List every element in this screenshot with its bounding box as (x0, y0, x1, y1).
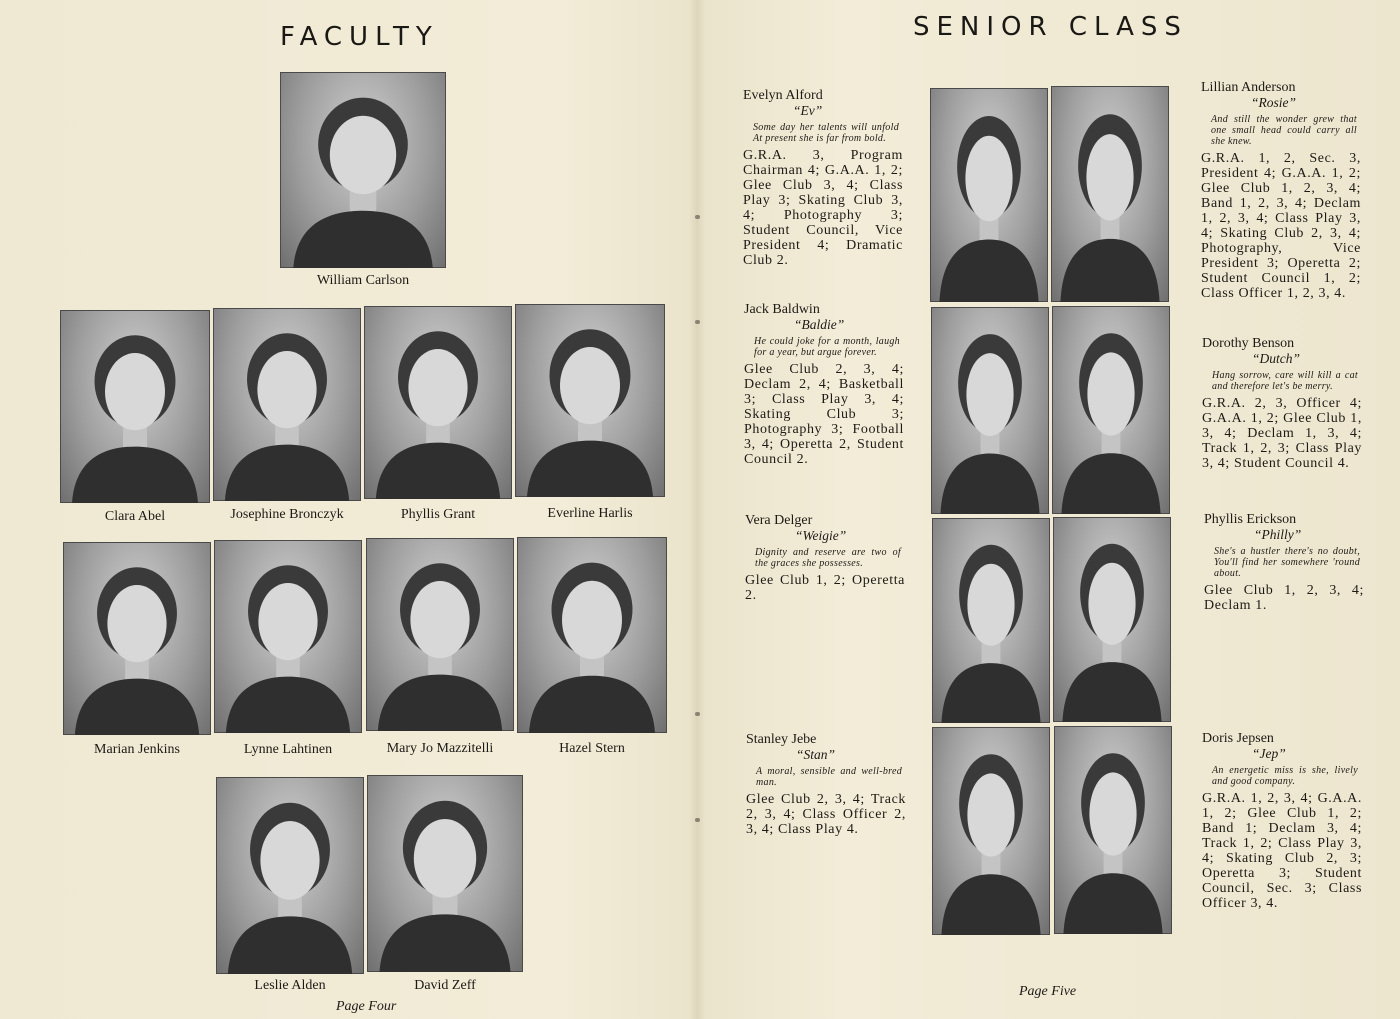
faculty-name: Clara Abel (104, 509, 166, 524)
faculty-name: Everline Harlis (547, 506, 633, 521)
portrait-silhouette (515, 304, 665, 497)
senior-quote: Dignity and reserve are two of the graces she possesses. (755, 547, 901, 569)
senior-quote: Hang sorrow, care will kill a cat and therefore let's be merry. (1212, 370, 1358, 392)
faculty-name: Phyllis Grant (400, 507, 476, 522)
portrait-photo (1053, 517, 1171, 722)
senior-activities: G.R.A. 3, Program Chairman 4; G.A.A. 1, 2; Glee Club 3, 4; Class Play 3; Skating Club 3, 4; Photography 3; Student Council, Vice President 4; Dramatic Club 2. (743, 148, 903, 268)
portrait-photo (932, 518, 1050, 723)
page-number: Page Five (1019, 984, 1077, 999)
portrait-photo (364, 306, 512, 499)
portrait-silhouette (364, 306, 512, 499)
faculty-name: William Carlson (316, 273, 410, 288)
portrait-photo (1051, 86, 1169, 302)
senior-name: Vera Delger (745, 513, 813, 528)
portrait-silhouette (932, 727, 1050, 935)
portrait-silhouette (1051, 86, 1169, 302)
portrait-silhouette (932, 518, 1050, 723)
portrait-silhouette (214, 540, 362, 733)
senior-name: Phyllis Erickson (1204, 512, 1297, 527)
senior-name: Stanley Jebe (746, 732, 817, 747)
senior-activities: Glee Club 2, 3, 4; Declam 2, 4; Basketball 3; Class Play 3, 4; Skating Club 3; Photography 3; Football 3, 4; Operetta 2, Student Council 2. (744, 362, 904, 467)
faculty-name: Mary Jo Mazzitelli (386, 741, 494, 756)
senior-entry (1201, 80, 1361, 301)
senior-quote: A moral, sensible and well-bred man. (756, 766, 902, 788)
portrait-silhouette (517, 537, 667, 733)
faculty-name: Josephine Bronczyk (230, 507, 344, 522)
faculty-name: Leslie Alden (254, 978, 326, 993)
senior-nickname: “Rosie” (1251, 95, 1297, 110)
senior-name: Dorothy Benson (1202, 336, 1295, 351)
portrait-silhouette (60, 310, 210, 503)
senior-class-heading: SENIOR CLASS (913, 12, 1188, 42)
senior-nickname: “Weigie” (795, 528, 847, 543)
portrait-silhouette (931, 307, 1049, 514)
portrait-silhouette (367, 775, 523, 972)
portrait-silhouette (63, 542, 211, 735)
portrait-photo (63, 542, 211, 735)
senior-activities: G.R.A. 2, 3, Officer 4; G.A.A. 1, 2; Glee Club 1, 3, 4; Declam 1, 3, 4; Track 1, 2, 3; Class Play 3, 4; Student Council 4. (1202, 396, 1362, 471)
senior-activities: Glee Club 2, 3, 4; Track 2, 3, 4; Class Officer 2, 3, 4; Class Play 4. (746, 792, 906, 837)
portrait-photo (515, 304, 665, 497)
portrait-silhouette (930, 88, 1048, 302)
portrait-photo (213, 308, 361, 501)
senior-entry (746, 732, 906, 837)
senior-activities: Glee Club 1, 2; Operetta 2. (745, 573, 905, 603)
senior-activities: G.R.A. 1, 2, Sec. 3, President 4; G.A.A. 1, 2; Glee Club 1, 2, 3, 4; Band 1, 2, 3, 4; Declam 1, 2, 3, 4; Class Play 3, 4; Skating Club 2, 3, 4; Photography, Vice President 3; Operetta 2; Student Council 1, 2; Class Officer 1, 2, 3, 4. (1201, 151, 1361, 301)
senior-activities: G.R.A. 1, 2, 3, 4; G.A.A. 1, 2; Glee Club 1, 2; Band 1; Declam 3, 4; Track 1, 2; Class Play 3, 4; Skating Club 2, 3; Operetta 3; Student Council, Sec. 3; Class Officer 3, 4. (1202, 791, 1362, 911)
senior-quote: Some day her talents will unfold At present she is far from bold. (753, 122, 899, 144)
senior-activities: Glee Club 1, 2, 3, 4; Declam 1. (1204, 583, 1364, 613)
portrait-silhouette (216, 777, 364, 974)
senior-quote: She's a hustler there's no doubt, You'll find her somewhere 'round about. (1214, 546, 1360, 579)
portrait-photo (280, 72, 446, 268)
faculty-name: Marian Jenkins (94, 742, 180, 757)
page-five (700, 0, 1400, 1019)
portrait-silhouette (213, 308, 361, 501)
senior-nickname: “Jep” (1252, 746, 1286, 761)
portrait-silhouette (1052, 306, 1170, 514)
page-number: Page Four (336, 999, 397, 1014)
faculty-name: Lynne Lahtinen (243, 742, 333, 757)
senior-entry (745, 513, 905, 603)
faculty-name: Hazel Stern (559, 741, 625, 756)
senior-entry (1202, 731, 1362, 911)
portrait-photo (1052, 306, 1170, 514)
senior-nickname: “Philly” (1254, 527, 1302, 542)
portrait-silhouette (1053, 517, 1171, 722)
portrait-silhouette (1054, 726, 1172, 934)
senior-nickname: “Stan” (796, 747, 836, 762)
senior-entry (744, 302, 904, 467)
senior-name: Jack Baldwin (744, 302, 820, 317)
portrait-photo (216, 777, 364, 974)
portrait-photo (60, 310, 210, 503)
portrait-photo (932, 727, 1050, 935)
portrait-photo (214, 540, 362, 733)
senior-nickname: “Ev” (793, 103, 823, 118)
senior-quote: And still the wonder grew that one small head could carry all she knew. (1211, 114, 1357, 147)
portrait-silhouette (280, 72, 446, 268)
senior-name: Evelyn Alford (743, 88, 823, 103)
senior-nickname: “Dutch” (1252, 351, 1301, 366)
portrait-photo (367, 775, 523, 972)
portrait-photo (931, 307, 1049, 514)
portrait-silhouette (366, 538, 514, 731)
portrait-photo (517, 537, 667, 733)
senior-entry (1202, 336, 1362, 471)
page-four (0, 0, 697, 1019)
portrait-photo (1054, 726, 1172, 934)
senior-nickname: “Baldie” (794, 317, 845, 332)
senior-entry (743, 88, 903, 268)
senior-quote: He could joke for a month, laugh for a year, but argue forever. (754, 336, 900, 358)
faculty-name: David Zeff (414, 978, 476, 993)
senior-name: Doris Jepsen (1202, 731, 1274, 746)
senior-name: Lillian Anderson (1201, 80, 1296, 95)
senior-quote: An energetic miss is she, lively and good company. (1212, 765, 1358, 787)
faculty-heading: FACULTY (280, 22, 439, 52)
portrait-photo (366, 538, 514, 731)
portrait-photo (930, 88, 1048, 302)
senior-entry (1204, 512, 1364, 613)
